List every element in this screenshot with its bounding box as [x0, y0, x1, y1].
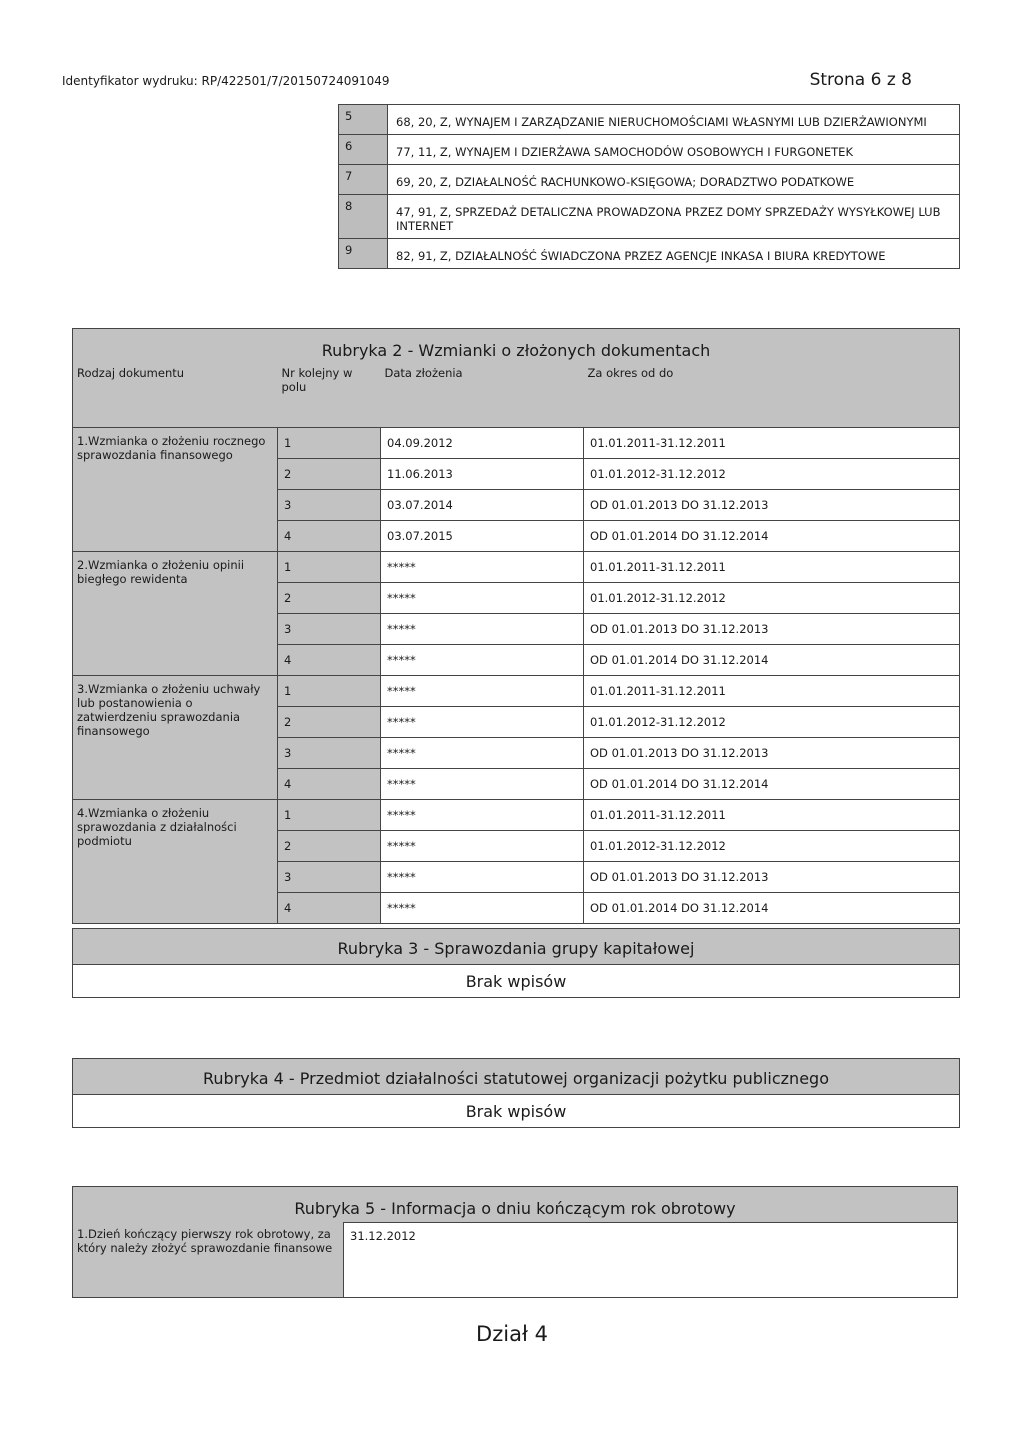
rubryka-5-title-row: [73, 1187, 958, 1223]
period-range: OD 01.01.2014 DO 31.12.2014: [584, 893, 960, 924]
row-number: 1: [278, 800, 381, 831]
period-range: 01.01.2012-31.12.2012: [584, 459, 960, 490]
rubryka-5-row: [73, 1223, 958, 1298]
header-rodzaj: Rodzaj dokumentu: [73, 362, 278, 428]
period-range: OD 01.01.2014 DO 31.12.2014: [584, 521, 960, 552]
period-range: 01.01.2012-31.12.2012: [584, 707, 960, 738]
row-number: 2: [278, 459, 381, 490]
table-row: [73, 800, 960, 831]
period-range: OD 01.01.2013 DO 31.12.2013: [584, 862, 960, 893]
pkd-row-number: 9: [339, 239, 388, 269]
filing-date: *****: [381, 738, 584, 769]
rubryka-2-title-row: [73, 329, 960, 363]
period-range: 01.01.2011-31.12.2011: [584, 428, 960, 459]
section-heading: Dział 4: [476, 1322, 548, 1346]
row-number: 1: [278, 676, 381, 707]
rubryka-4-body: Brak wpisów: [465, 1102, 567, 1121]
pkd-row: [339, 135, 960, 165]
rubryka-3-title: Rubryka 3 - Sprawozdania grupy kapitałowej: [73, 929, 959, 965]
pkd-row-number: 7: [339, 165, 388, 195]
rubryka-3-body: Brak wpisów: [465, 972, 567, 991]
document-type-label: 2.Wzmianka o złożeniu opinii biegłego rewidenta: [73, 552, 278, 676]
document-type-label: 3.Wzmianka o złożeniu uchwały lub postanowienia o zatwierdzeniu sprawozdania finansowego: [73, 676, 278, 800]
period-range: OD 01.01.2014 DO 31.12.2014: [584, 769, 960, 800]
rubryka-5-title: Rubryka 5 - Informacja o dniu kończącym rok obrotowy: [73, 1187, 958, 1223]
row-number: 3: [278, 490, 381, 521]
table-row: [73, 676, 960, 707]
pkd-row-text: 69, 20, Z, DZIAŁALNOŚĆ RACHUNKOWO-KSIĘGOWA; DORADZTWO PODATKOWE: [388, 165, 960, 195]
pkd-row-text: 47, 91, Z, SPRZEDAŻ DETALICZNA PROWADZONA PRZEZ DOMY SPRZEDAŻY WYSYŁKOWEJ LUB INTERNET: [388, 195, 960, 239]
rubryka-5-value: 31.12.2012: [344, 1223, 958, 1298]
filing-date: *****: [381, 676, 584, 707]
rubryka-2-header-row: [73, 362, 960, 428]
filing-date: *****: [381, 583, 584, 614]
header-data: Data złożenia: [381, 362, 584, 428]
document-type-label: 4.Wzmianka o złożeniu sprawozdania z działalności podmiotu: [73, 800, 278, 924]
pkd-row-text: 68, 20, Z, WYNAJEM I ZARZĄDZANIE NIERUCHOMOŚCIAMI WŁASNYMI LUB DZIERŻAWIONYMI: [388, 105, 960, 135]
filing-date: *****: [381, 831, 584, 862]
pkd-row-text: 82, 91, Z, DZIAŁALNOŚĆ ŚWIADCZONA PRZEZ AGENCJE INKASA I BIURA KREDYTOWE: [388, 239, 960, 269]
pkd-row: [339, 105, 960, 135]
filing-date: *****: [381, 893, 584, 924]
filing-date: *****: [381, 800, 584, 831]
period-range: 01.01.2012-31.12.2012: [584, 583, 960, 614]
rubryka-5-table: [72, 1186, 958, 1298]
filing-date: 11.06.2013: [381, 459, 584, 490]
filing-date: *****: [381, 862, 584, 893]
pkd-row-number: 6: [339, 135, 388, 165]
document-type-label: 1.Wzmianka o złożeniu rocznego sprawozdania finansowego: [73, 428, 278, 552]
rubryka-2-table: [72, 328, 960, 924]
header-okres: Za okres od do: [584, 362, 960, 428]
pkd-row-text: 77, 11, Z, WYNAJEM I DZIERŻAWA SAMOCHODÓW OSOBOWYCH I FURGONETEK: [388, 135, 960, 165]
page-number: Strona 6 z 8: [809, 70, 912, 90]
filing-date: *****: [381, 614, 584, 645]
period-range: OD 01.01.2013 DO 31.12.2013: [584, 490, 960, 521]
row-number: 2: [278, 583, 381, 614]
row-number: 1: [278, 428, 381, 459]
row-number: 4: [278, 645, 381, 676]
row-number: 3: [278, 614, 381, 645]
row-number: 4: [278, 893, 381, 924]
filing-date: *****: [381, 769, 584, 800]
filing-date: 04.09.2012: [381, 428, 584, 459]
rubryka-3-box: [72, 928, 960, 998]
table-row: [73, 552, 960, 583]
period-range: 01.01.2011-31.12.2011: [584, 800, 960, 831]
pkd-table: [338, 104, 960, 269]
header-nr: Nr kolejny w polu: [278, 362, 381, 428]
row-number: 3: [278, 862, 381, 893]
filing-date: 03.07.2015: [381, 521, 584, 552]
row-number: 3: [278, 738, 381, 769]
pkd-row-number: 8: [339, 195, 388, 239]
table-row: [73, 428, 960, 459]
row-number: 2: [278, 707, 381, 738]
period-range: OD 01.01.2014 DO 31.12.2014: [584, 645, 960, 676]
period-range: 01.01.2011-31.12.2011: [584, 552, 960, 583]
rubryka-4-box: [72, 1058, 960, 1128]
row-number: 4: [278, 769, 381, 800]
rubryka-5-label: 1.Dzień kończący pierwszy rok obrotowy, za który należy złożyć sprawozdanie finansowe: [73, 1223, 344, 1298]
filing-date: *****: [381, 707, 584, 738]
filing-date: *****: [381, 552, 584, 583]
pkd-row: [339, 239, 960, 269]
filing-date: 03.07.2014: [381, 490, 584, 521]
row-number: 1: [278, 552, 381, 583]
rubryka-4-title: Rubryka 4 - Przedmiot działalności statutowej organizacji pożytku publicznego: [73, 1059, 959, 1095]
rubryka-2-title: Rubryka 2 - Wzmianki o złożonych dokumentach: [73, 329, 960, 363]
print-identifier: Identyfikator wydruku: RP/422501/7/20150724091049: [62, 74, 390, 88]
period-range: 01.01.2012-31.12.2012: [584, 831, 960, 862]
filing-date: *****: [381, 645, 584, 676]
pkd-row-number: 5: [339, 105, 388, 135]
pkd-row: [339, 165, 960, 195]
row-number: 4: [278, 521, 381, 552]
period-range: OD 01.01.2013 DO 31.12.2013: [584, 614, 960, 645]
pkd-row: [339, 195, 960, 239]
period-range: 01.01.2011-31.12.2011: [584, 676, 960, 707]
row-number: 2: [278, 831, 381, 862]
period-range: OD 01.01.2013 DO 31.12.2013: [584, 738, 960, 769]
